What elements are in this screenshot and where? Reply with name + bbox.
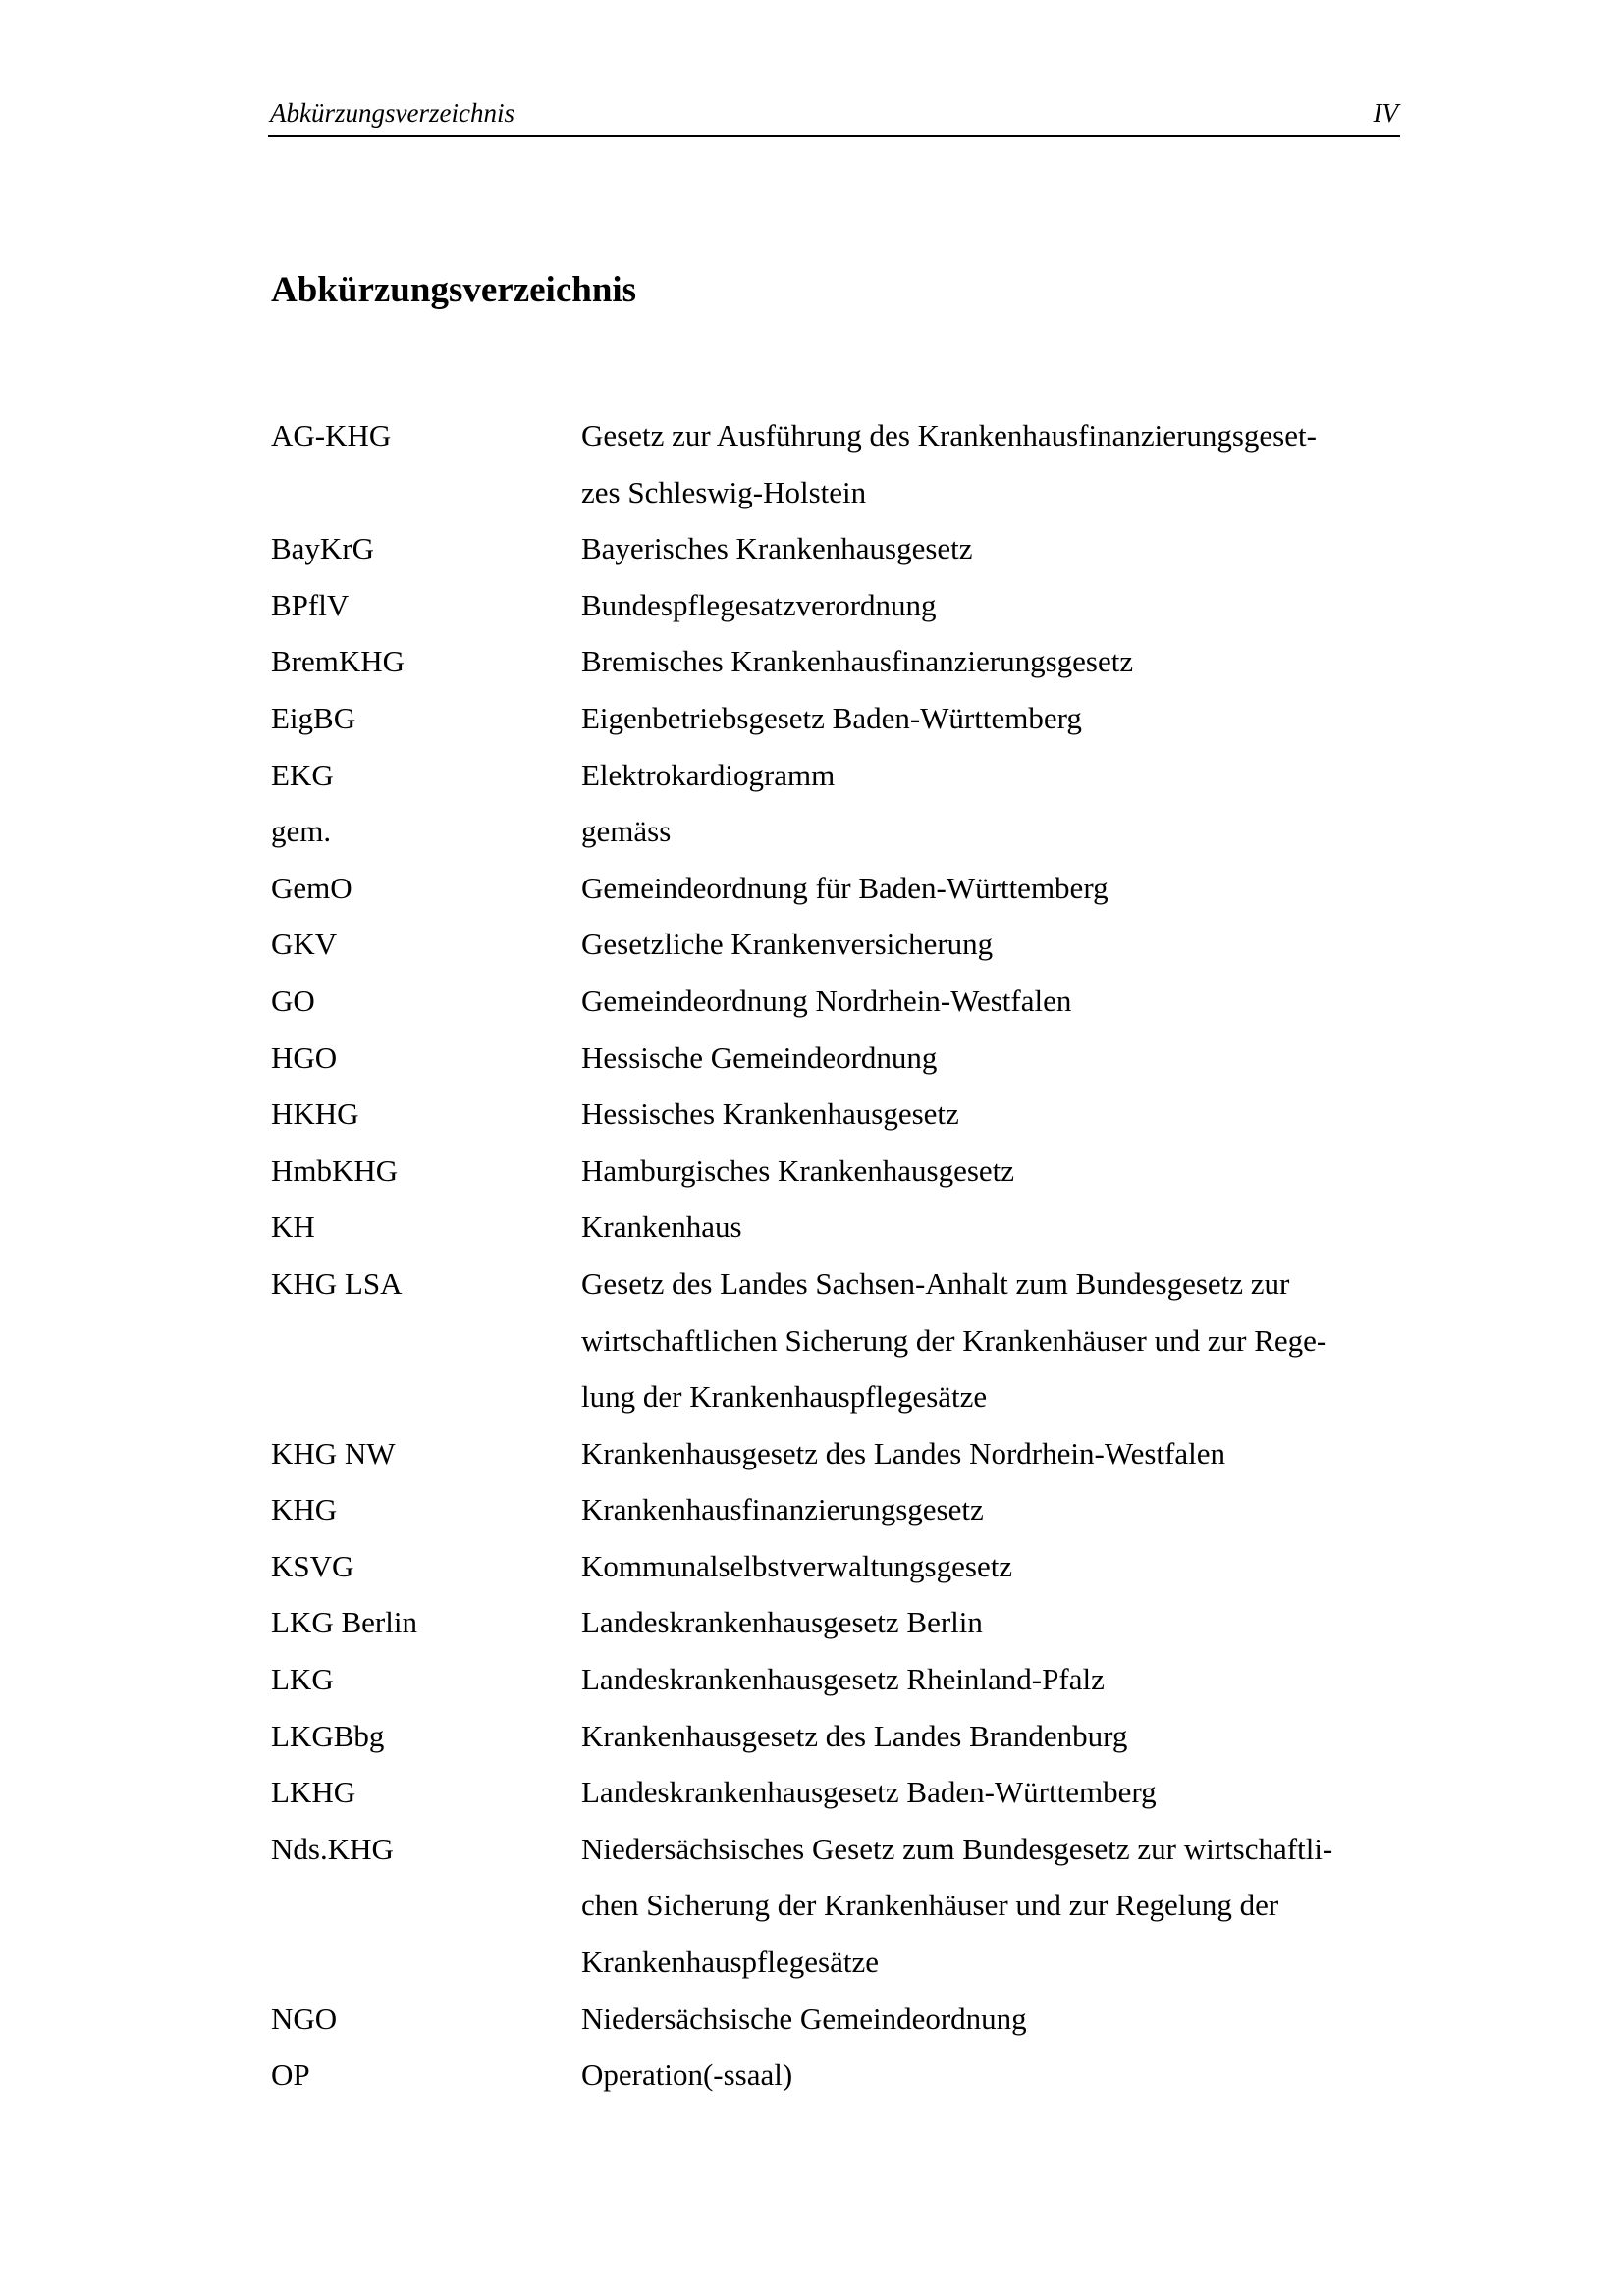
definition-line: Gesetz des Landes Sachsen-Anhalt zum Bundesgesetz zur bbox=[581, 1265, 1290, 1301]
abbreviation-entry bbox=[271, 1086, 1400, 1143]
abbreviation-term: LKGBbg bbox=[271, 1718, 385, 1753]
abbreviation-definition bbox=[581, 1538, 1400, 1595]
definition-line: Krankenhausfinanzierungsgesetz bbox=[581, 1492, 984, 1527]
abbreviation-term: HKHG bbox=[271, 1096, 359, 1132]
definition-line: Landeskrankenhausgesetz Berlin bbox=[581, 1605, 983, 1640]
abbreviation-term: OP bbox=[271, 2057, 310, 2093]
definition-line: Krankenhauspflegesätze bbox=[581, 1945, 879, 1980]
abbreviation-term: GemO bbox=[271, 870, 352, 905]
abbreviation-term: BPflV bbox=[271, 587, 350, 622]
abbreviation-entry bbox=[271, 520, 1400, 577]
definition-line: chen Sicherung der Krankenhäuser und zur Regelung der bbox=[581, 1888, 1279, 1923]
definition-line: Hessisches Krankenhausgesetz bbox=[581, 1096, 959, 1132]
abbreviation-term: KHG bbox=[271, 1492, 338, 1527]
running-header bbox=[268, 94, 1400, 137]
abbreviation-entry bbox=[271, 1651, 1400, 1708]
abbreviation-entry bbox=[271, 1481, 1400, 1538]
definition-line: Elektrokardiogramm bbox=[581, 757, 836, 792]
abbreviation-definition bbox=[581, 1199, 1400, 1255]
definition-line: Bundespflegesatzverordnung bbox=[581, 587, 937, 622]
definition-line: gemäss bbox=[581, 814, 672, 849]
definition-line: Hamburgisches Krankenhausgesetz bbox=[581, 1152, 1015, 1188]
abbreviation-entry bbox=[271, 1425, 1400, 1482]
definition-line: Landeskrankenhausgesetz Baden-Württemberg bbox=[581, 1775, 1157, 1810]
abbreviation-definition bbox=[581, 747, 1400, 804]
abbreviation-term: EigBG bbox=[271, 700, 356, 735]
abbreviation-entry bbox=[271, 1199, 1400, 1255]
abbreviation-entry bbox=[271, 803, 1400, 860]
abbreviation-definition bbox=[581, 1086, 1400, 1143]
abbreviation-entry bbox=[271, 973, 1400, 1030]
abbreviation-definition bbox=[581, 1481, 1400, 1538]
definition-line: wirtschaftlichen Sicherung der Krankenhäuser und zur Rege- bbox=[581, 1322, 1327, 1358]
abbreviation-entry bbox=[271, 1030, 1400, 1087]
abbreviation-term: BremKHG bbox=[271, 644, 406, 679]
abbreviation-term: KHG NW bbox=[271, 1435, 396, 1470]
abbreviation-entry bbox=[271, 577, 1400, 634]
abbreviation-entry bbox=[271, 916, 1400, 973]
abbreviation-list bbox=[271, 407, 1400, 2104]
abbreviation-entry bbox=[271, 690, 1400, 747]
abbreviation-entry bbox=[271, 1143, 1400, 1200]
abbreviation-definition bbox=[581, 1143, 1400, 1200]
abbreviation-definition bbox=[581, 860, 1400, 917]
definition-line: Operation(-ssaal) bbox=[581, 2057, 793, 2093]
abbreviation-entry bbox=[271, 747, 1400, 804]
abbreviation-entry bbox=[271, 1538, 1400, 1595]
abbreviation-definition bbox=[581, 1708, 1400, 1765]
abbreviation-entry bbox=[271, 860, 1400, 917]
abbreviation-definition bbox=[581, 803, 1400, 860]
definition-line: Niedersächsische Gemeindeordnung bbox=[581, 2001, 1027, 2036]
abbreviation-term: HGO bbox=[271, 1040, 338, 1075]
page-number: IV bbox=[1373, 98, 1398, 128]
abbreviation-term: GKV bbox=[271, 927, 338, 962]
definition-line: Gesetz zur Ausführung des Krankenhausfinanzierungsgeset- bbox=[581, 418, 1317, 453]
abbreviation-definition bbox=[581, 1425, 1400, 1482]
abbreviation-term: LKG bbox=[271, 1662, 334, 1697]
definition-line: Bayerisches Krankenhausgesetz bbox=[581, 531, 973, 566]
definition-line: Krankenhausgesetz des Landes Brandenburg bbox=[581, 1718, 1128, 1753]
abbreviation-term: BayKrG bbox=[271, 531, 375, 566]
abbreviation-definition bbox=[581, 1764, 1400, 1821]
abbreviation-entry bbox=[271, 1255, 1400, 1425]
definition-line: Gesetzliche Krankenversicherung bbox=[581, 927, 994, 962]
abbreviation-term: KSVG bbox=[271, 1548, 354, 1583]
abbreviation-entry bbox=[271, 1991, 1400, 2048]
definition-line: Gemeindeordnung für Baden-Württemberg bbox=[581, 870, 1109, 905]
abbreviation-term: KHG LSA bbox=[271, 1265, 403, 1301]
running-header-title: Abkürzungsverzeichnis bbox=[270, 98, 514, 128]
abbreviation-entry bbox=[271, 1821, 1400, 1991]
abbreviation-entry bbox=[271, 2047, 1400, 2104]
abbreviation-term: Nds.KHG bbox=[271, 1831, 394, 1866]
definition-line: Bremisches Krankenhausfinanzierungsgesetz bbox=[581, 644, 1134, 679]
abbreviation-entry bbox=[271, 1594, 1400, 1651]
abbreviation-term: HmbKHG bbox=[271, 1152, 399, 1188]
abbreviation-definition bbox=[581, 633, 1400, 690]
abbreviation-definition bbox=[581, 1821, 1400, 1991]
abbreviation-definition bbox=[581, 973, 1400, 1030]
definition-line: Gemeindeordnung Nordrhein-Westfalen bbox=[581, 983, 1072, 1018]
definition-line: zes Schleswig-Holstein bbox=[581, 474, 867, 509]
abbreviation-definition bbox=[581, 520, 1400, 577]
definition-line: Krankenhaus bbox=[581, 1209, 742, 1245]
abbreviation-term: LKHG bbox=[271, 1775, 356, 1810]
abbreviation-definition bbox=[581, 577, 1400, 634]
abbreviation-term: GO bbox=[271, 983, 315, 1018]
definition-line: Landeskrankenhausgesetz Rheinland-Pfalz bbox=[581, 1662, 1105, 1697]
abbreviation-definition bbox=[581, 916, 1400, 973]
abbreviation-term: KH bbox=[271, 1209, 315, 1245]
abbreviation-definition bbox=[581, 407, 1400, 520]
page-title: Abkürzungsverzeichnis bbox=[271, 270, 637, 310]
abbreviation-entry bbox=[271, 633, 1400, 690]
abbreviation-term: AG-KHG bbox=[271, 418, 392, 453]
definition-line: Eigenbetriebsgesetz Baden-Württemberg bbox=[581, 700, 1082, 735]
definition-line: Krankenhausgesetz des Landes Nordrhein-Westfalen bbox=[581, 1435, 1225, 1470]
abbreviation-definition bbox=[581, 1030, 1400, 1087]
abbreviation-entry bbox=[271, 1708, 1400, 1765]
abbreviation-term: LKG Berlin bbox=[271, 1605, 417, 1640]
abbreviation-definition bbox=[581, 690, 1400, 747]
abbreviation-definition bbox=[581, 2047, 1400, 2104]
definition-line: Hessische Gemeindeordnung bbox=[581, 1040, 938, 1075]
abbreviation-definition bbox=[581, 1255, 1400, 1425]
abbreviation-term: NGO bbox=[271, 2001, 338, 2036]
definition-line: lung der Krankenhauspflegesätze bbox=[581, 1379, 988, 1415]
abbreviation-entry bbox=[271, 407, 1400, 520]
abbreviation-entry bbox=[271, 1764, 1400, 1821]
abbreviation-definition bbox=[581, 1594, 1400, 1651]
abbreviation-term: EKG bbox=[271, 757, 334, 792]
definition-line: Kommunalselbstverwaltungsgesetz bbox=[581, 1548, 1013, 1583]
abbreviation-definition bbox=[581, 1651, 1400, 1708]
abbreviation-term: gem. bbox=[271, 814, 332, 849]
definition-line: Niedersächsisches Gesetz zum Bundesgesetz zur wirtschaftli- bbox=[581, 1831, 1333, 1866]
abbreviation-definition bbox=[581, 1991, 1400, 2048]
